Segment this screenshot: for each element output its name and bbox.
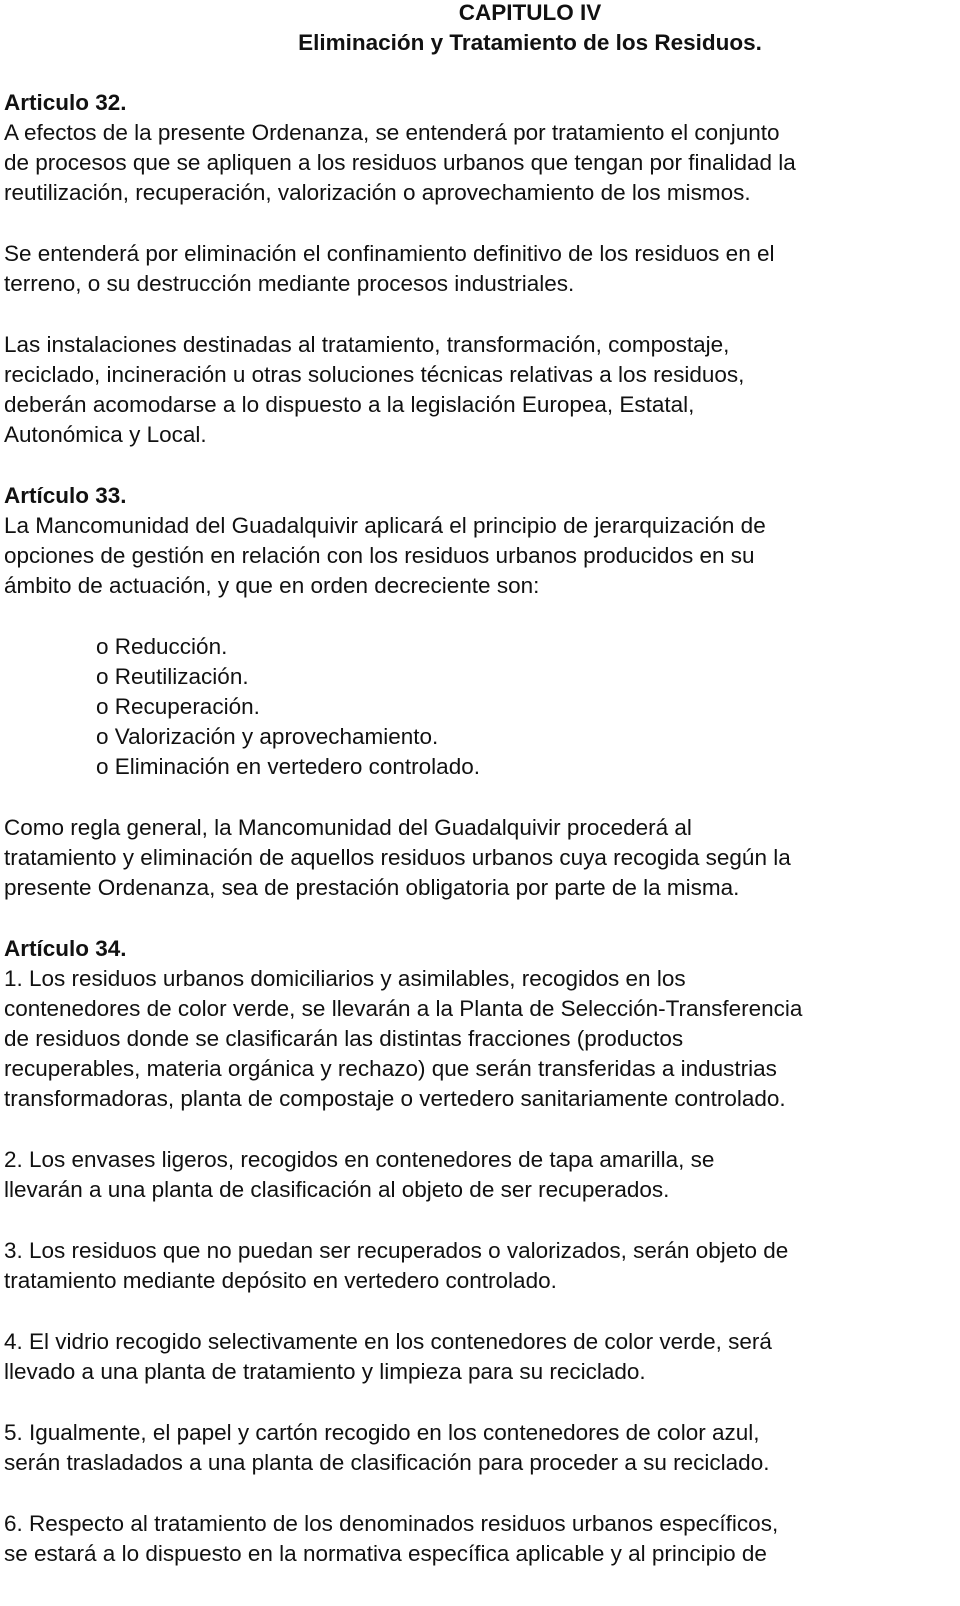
article-33-text-line: ámbito de actuación, y que en orden decreciente son: bbox=[4, 573, 540, 598]
article-34-item-1-line: transformadoras, planta de compostaje o vertedero sanitariamente controlado. bbox=[4, 1086, 786, 1111]
article-34-item-6-line: 6. Respecto al tratamiento de los denominados residuos urbanos específicos, bbox=[4, 1511, 779, 1536]
article-32-heading: Articulo 32. bbox=[4, 90, 127, 115]
article-34-item-1-line: contenedores de color verde, se llevarán a la Planta de Selección-Transferencia bbox=[4, 996, 803, 1021]
article-34-item-5-line: 5. Igualmente, el papel y cartón recogido en los contenedores de color azul, bbox=[4, 1420, 760, 1445]
article-32-text-line: de procesos que se apliquen a los residuos urbanos que tengan por finalidad la bbox=[4, 150, 796, 175]
article-34-item-3-line: tratamiento mediante depósito en vertedero controlado. bbox=[4, 1268, 557, 1293]
article-34-item-6-line: se estará a lo dispuesto en la normativa específica aplicable y al principio de bbox=[4, 1541, 767, 1566]
article-33-heading: Artículo 33. bbox=[4, 483, 127, 508]
chapter-number: CAPITULO IV bbox=[458, 0, 602, 25]
article-34-item-4-line: llevado a una planta de tratamiento y limpieza para su reciclado. bbox=[4, 1359, 646, 1384]
article-33-text-line: opciones de gestión en relación con los residuos urbanos producidos en su bbox=[4, 543, 755, 568]
article-32-text-line: reciclado, incineración u otras soluciones técnicas relativas a los residuos, bbox=[4, 362, 745, 387]
article-34-item-4-line: 4. El vidrio recogido selectivamente en los contenedores de color verde, será bbox=[4, 1329, 772, 1354]
article-33-text-line: presente Ordenanza, sea de prestación obligatoria por parte de la misma. bbox=[4, 875, 740, 900]
article-32-text-line: Autonómica y Local. bbox=[4, 422, 207, 447]
article-34-item-1-line: 1. Los residuos urbanos domiciliarios y asimilables, recogidos en los bbox=[4, 966, 686, 991]
hierarchy-list-item: o Reutilización. bbox=[96, 664, 249, 689]
article-34-item-2-line: 2. Los envases ligeros, recogidos en contenedores de tapa amarilla, se bbox=[4, 1147, 715, 1172]
article-34-heading: Artículo 34. bbox=[4, 936, 127, 961]
article-34-item-2-line: llevarán a una planta de clasificación al objeto de ser recuperados. bbox=[4, 1177, 670, 1202]
article-34-item-1-line: recuperables, materia orgánica y rechazo) que serán transferidas a industrias bbox=[4, 1056, 777, 1081]
hierarchy-list-item: o Reducción. bbox=[96, 634, 228, 659]
article-32-text-line: Las instalaciones destinadas al tratamiento, transformación, compostaje, bbox=[4, 332, 730, 357]
article-34-item-5-line: serán trasladados a una planta de clasificación para proceder a su reciclado. bbox=[4, 1450, 770, 1475]
article-32-text-line: terreno, o su destrucción mediante procesos industriales. bbox=[4, 271, 575, 296]
article-33-text-line: tratamiento y eliminación de aquellos residuos urbanos cuya recogida según la bbox=[4, 845, 791, 870]
article-32-text-line: A efectos de la presente Ordenanza, se entenderá por tratamiento el conjunto bbox=[4, 120, 780, 145]
chapter-title: Eliminación y Tratamiento de los Residuos. bbox=[298, 30, 762, 55]
hierarchy-list-item: o Valorización y aprovechamiento. bbox=[96, 724, 439, 749]
article-34-item-3-line: 3. Los residuos que no puedan ser recuperados o valorizados, serán objeto de bbox=[4, 1238, 789, 1263]
hierarchy-list-item: o Eliminación en vertedero controlado. bbox=[96, 754, 480, 779]
hierarchy-list-item: o Recuperación. bbox=[96, 694, 260, 719]
article-32-text-line: Se entenderá por eliminación el confinamiento definitivo de los residuos en el bbox=[4, 241, 775, 266]
article-32-text-line: reutilización, recuperación, valorización o aprovechamiento de los mismos. bbox=[4, 180, 751, 205]
article-34-item-1-line: de residuos donde se clasificarán las distintas fracciones (productos bbox=[4, 1026, 684, 1051]
article-33-text-line: Como regla general, la Mancomunidad del Guadalquivir procederá al bbox=[4, 815, 692, 840]
article-33-text-line: La Mancomunidad del Guadalquivir aplicará el principio de jerarquización de bbox=[4, 513, 766, 538]
article-32-text-line: deberán acomodarse a lo dispuesto a la legislación Europea, Estatal, bbox=[4, 392, 695, 417]
